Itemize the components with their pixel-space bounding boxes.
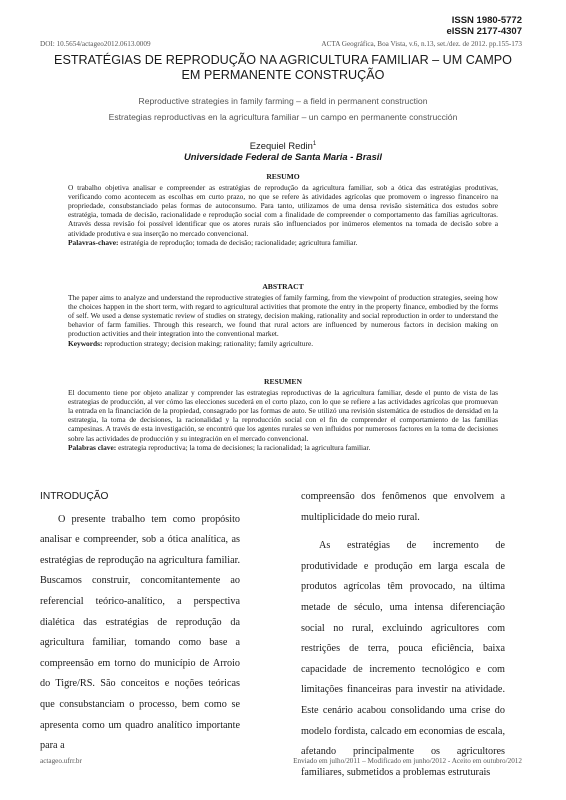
issn-block <box>446 15 522 37</box>
author-name: Ezequiel Redin <box>249 140 313 152</box>
abstract-block <box>68 282 498 348</box>
footer-dates: Enviado em julho/2011 – Modificado em junho/2012 - Aceito em outubro/2012 <box>293 757 522 765</box>
subtitle-english: Reproductive strategies in family farming – a field in permanent construction <box>138 96 428 106</box>
resumen-block <box>68 377 498 452</box>
resumen-text: El documento tiene por objeto analizar y comprender las estrategias reproductivas de la agricultura familiar, desde el punto de vista de las estrategias de producción, al ver cómo las elecciones sucederá en el corto plazo, con lo que se refiere a las actividades agrícolas que promuevan la entrada en la financiación de la propiedad, consagrado por las formas de auto. Se utilizó una revisión sistemática de estudios de densidad en la estrategia, la toma de decisiones, la racionalidad y la reproducción social con el fin de comprender el comportamiento de las familias campesinas. A través de esta investigación, se encontró que los agentes rurales se ven influidos por numerosos factores en la toma de decisiones sobre las actividades de producción y su integración en el mercado convencional. <box>68 388 498 443</box>
citation: ACTA Geográfica, Boa Vista, v.6, n.13, set./dez. de 2012. pp.155-173 <box>321 40 522 48</box>
resumo-block <box>68 172 498 247</box>
abstract-heading: ABSTRACT <box>262 282 304 291</box>
issn: ISSN 1980-5772 <box>451 15 522 26</box>
resumo-heading: RESUMO <box>266 172 300 181</box>
resumo-text: O trabalho objetiva analisar e compreender as estratégias de reprodução da agricultura familiar, sob a ótica das estratégias produtivas, verificando como acontecem as escolhas em curto prazo, no que se refere às atividades agrícolas que promovem o ingresso financeiro na propriedade, consubstanciado pelas formas de autoconsumo. Para tanto, utilizamos de uma densa revisão sistemática dos estudos sobre estratégia, tomada de decisão, racionalidade e reprodução social com a finalidade de compreender o comportamento das famílias agricultoras. Através dessa revisão foi possível identificar que os atores rurais são influenciados por inúmeros elementos na tomada de decisão sobre a atividade produtiva e sua inserção no mercado convencional. <box>68 183 498 238</box>
left-column <box>40 487 240 757</box>
abstract-keywords-text: reproduction strategy; decision making; rationality; family agriculture. <box>104 338 314 348</box>
resumen-keywords-label: Palabras clave: <box>68 442 117 452</box>
resumo-keywords-text: estratégia de reprodução; tomada de decisão; racionalidade; agricultura familiar. <box>120 237 358 247</box>
title-line-2: EM PERMANENTE CONSTRUÇÃO <box>181 68 385 82</box>
paper-title <box>30 53 536 83</box>
intro-paragraph-1: O presente trabalho tem como propósito analisar e compreender, sob a ótica analítica, as estratégias de reprodução na agricultura familiar. Buscamos construir, concomitantemente ao referencial teórico-analítico, a perspectiva dialética das estratégias de reprodução da agricultura familiar, tomando como base a compreensão em torno do município de Arroio do Tigre/RS. São conceitos e noções teóricas que consubstanciam o processo, bem como se apresenta como um quadro analítico importante para a <box>40 513 240 752</box>
resumen-keywords <box>68 443 498 452</box>
intro-paragraph-1-continued: compreensão dos fenômenos que envolvem a multiplicidade do meio rural. <box>301 491 505 523</box>
resumo-keywords <box>68 238 498 247</box>
right-column <box>301 487 505 783</box>
intro-paragraph-2: As estratégias de incremento de produtividade e produção em larga escala de produtos agrícolas têm provocado, na última metade de século, uma intensa diferenciação social no rural, excluindo agricultores com restrições de terra, pouca eficiência, baixa capacidade de incremento tecnológico e com limitações financeiras para investir na atividade. Este cenário acabou consolidando uma crise do modelo fordista, calcado em economias de escala, afetando principalmente os agricultores familiares, submetidos a problemas estruturais <box>301 540 505 778</box>
footer-site: actageo.ufrr.br <box>40 757 82 765</box>
author <box>30 139 536 151</box>
title-line-1: ESTRATÉGIAS DE REPRODUÇÃO NA AGRICULTURA FAMILIAR – UM CAMPO <box>54 53 512 67</box>
subtitle-spanish: Estrategias reproductivas en la agricultura familiar – un campo en permanente construcción <box>108 112 458 122</box>
eissn: eISSN 2177-4307 <box>446 26 522 37</box>
resumen-heading: RESUMEN <box>264 377 302 386</box>
section-heading-introducao: INTRODUÇÃO <box>40 491 109 502</box>
resumo-keywords-label: Palavras-chave: <box>68 237 119 247</box>
author-affiliation: Universidade Federal de Santa Maria - Brasil <box>184 151 382 162</box>
abstract-keywords-label: Keywords: <box>68 338 103 348</box>
doi: DOI: 10.5654/actageo2012.0613.0009 <box>40 40 151 48</box>
abstract-keywords <box>68 339 498 348</box>
resumen-keywords-text: estrategia reproductiva; la toma de decisiones; la racionalidad; la agricultura familiar. <box>118 442 371 452</box>
abstract-text: The paper aims to analyze and understand the reproductive strategies of family farming, from the viewpoint of production strategies, seeing how the choices happen in the short term, with regard to agricultural activities that promote the entry in the property finance, embodied by the forms of self. We used a dense systematic review of studies on strategy, decision making, rationality and social reproduction in order to understand the behavior of farm families. Through this research, we found that rural actors are influenced by numerous factors in decision making on production activities and their integration into the conventional market. <box>68 293 498 339</box>
author-footnote-mark: 1 <box>312 141 317 147</box>
